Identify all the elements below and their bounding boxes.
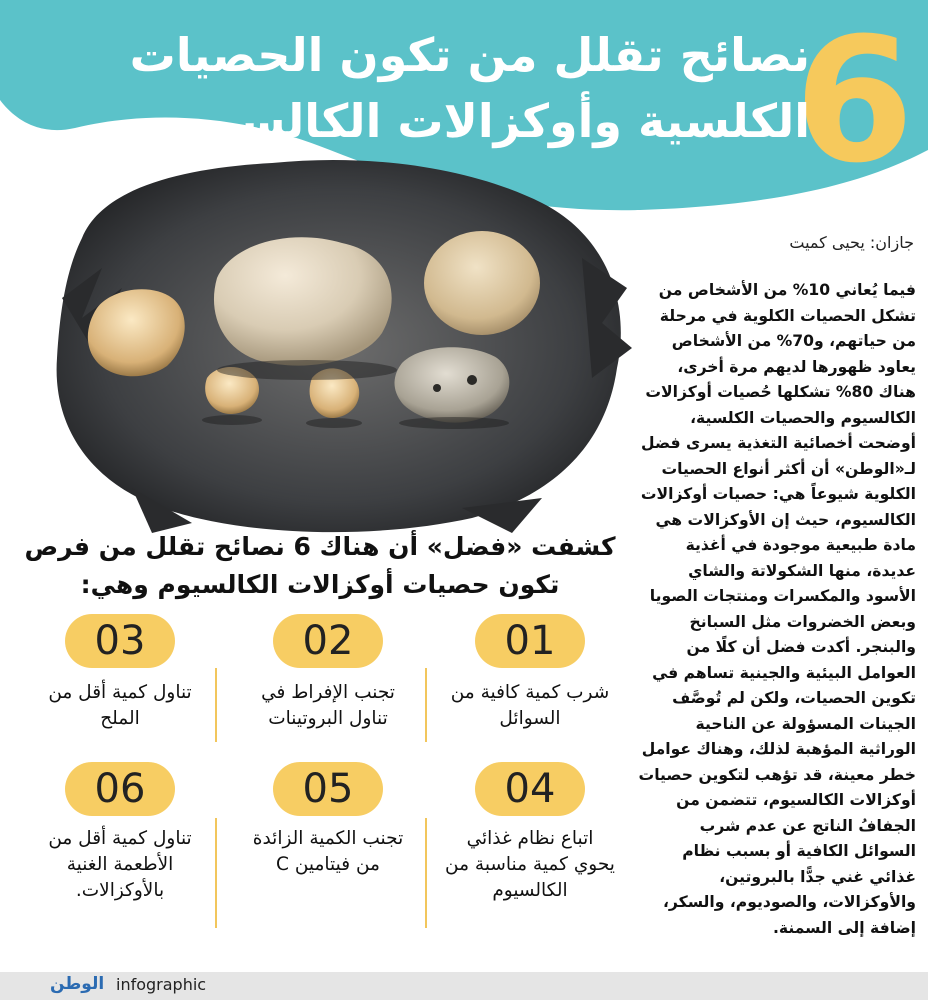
tip-number-05: 05: [273, 762, 383, 816]
tip-number-03: 03: [65, 614, 175, 668]
tip-text-06: تناول كمية أقل من الأطعمة الغنية بالأوكزالات.: [48, 828, 192, 901]
brand-logo: الوطن: [50, 974, 105, 994]
tip-text-04: اتباع نظام غذائي يحوي كمية مناسبة من الكالسيوم: [445, 828, 615, 901]
byline: جازان: يحيى كميت: [789, 233, 914, 252]
tip-text-02: تجنب الإفراط في تناول البروتينات: [261, 682, 395, 729]
article-body: فيما يُعاني 10% من الأشخاص من تشكل الحصيات الكلوية في مرحلة من حياتهم، و70% من الأشخاص يعاود ظهورها لديهم مرة أخرى، هناك 80% تشكلها حُصيات أوكزالات الكالسيوم والحصيات الكلسية، أوضحت أخصائية التغذية يسرى فضل لـ«الوطن» أن أكثر أنواع الحصيات الكلوية شيوعاً هي: حصيات أوكزالات الكالسيوم، حيث إن الأوكزالات هي مادة طبيعية موجودة في أغذية عديدة، منها الشكولاتة والشاي الأسود والمكسرات ومنتجات الصويا وبعض الخضروات مثل السبانخ والبنجر. أكدت فضل أن كلًا من العوامل البيئية والجينية تساهم في تكوين الحصيات، ولكن لم تُوصَّف الجينات المسؤولة عن الناحية الوراثية المؤهبة لذلك، وهناك عوامل خطر معينة، قد تؤهب لتكوين حصيات أوكزالات الكالسيوم، تتضمن من الجفافُ الناتج عن عدم شرب السوائل الكافية أو بسبب نظام غذائي غني جدًّا بالبروتين، والأوكزالات، والصوديوم، والسكر، إضافة إلى السمنة.: [638, 281, 916, 937]
footer-bar: [0, 972, 928, 1000]
page-title: نصائح تقلل من تكون الحصيات الكلسية وأوكزالات الكالسيوم: [129, 28, 810, 148]
tip-divider: [425, 668, 427, 742]
tip-text-05: تجنب الكمية الزائدة من فيتامين C: [252, 828, 404, 875]
tip-text-01: شرب كمية كافية من السوائل: [450, 682, 610, 729]
tip-text-03: تناول كمية أقل من الملح: [48, 682, 192, 729]
tip-divider: [215, 818, 217, 928]
header-number: 6: [794, 0, 914, 201]
tip-divider: [215, 668, 217, 742]
tips-lead: كشفت «فضل» أن هناك 6 نصائح تقلل من فرص تكون حصيات أوكزالات الكالسيوم وهي:: [24, 532, 616, 599]
tip-number-04: 04: [475, 762, 585, 816]
footer-label: infographic: [116, 975, 207, 994]
tip-number-02: 02: [273, 614, 383, 668]
tip-number-06: 06: [65, 762, 175, 816]
tip-number-01: 01: [475, 614, 585, 668]
kidney-stones-photo: [42, 148, 632, 538]
tip-divider: [425, 818, 427, 928]
